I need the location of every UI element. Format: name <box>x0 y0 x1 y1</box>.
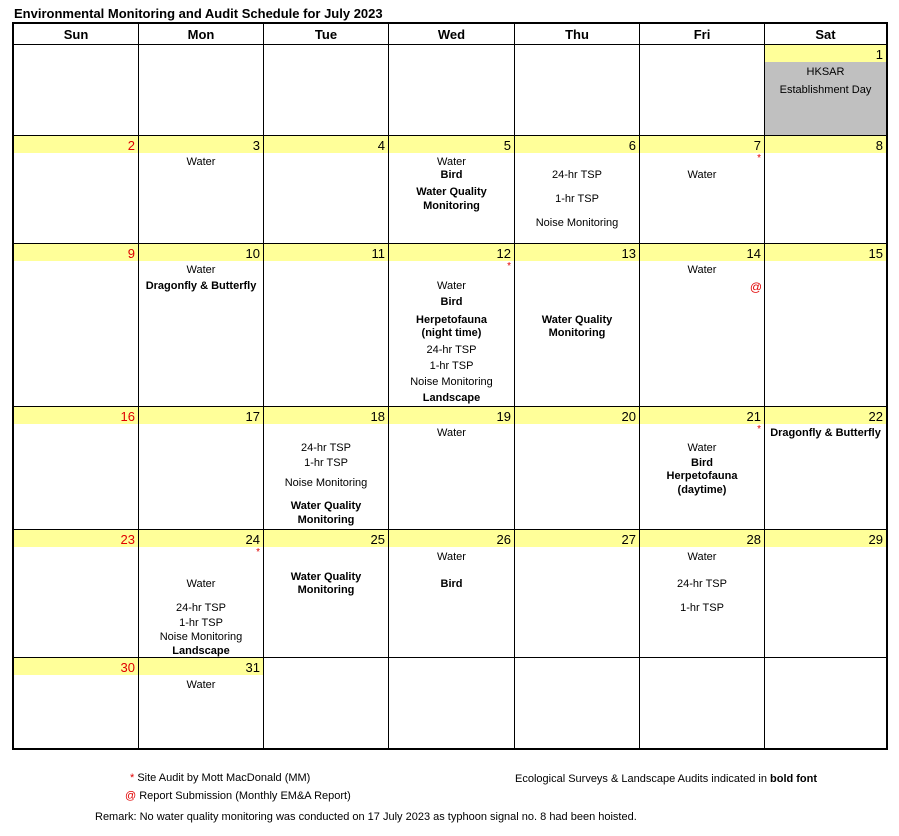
event-tsp24: 24-hr TSP <box>677 578 727 590</box>
event-water-quality: Monitoring <box>548 327 606 339</box>
day-cell-11 <box>264 244 389 407</box>
event-water: Water <box>186 156 216 168</box>
weekday-thu: Thu <box>515 24 640 44</box>
event-water-quality: Water Quality <box>290 571 362 583</box>
day-number: 4 <box>264 136 388 153</box>
event-water-quality: Monitoring <box>423 200 480 212</box>
day-number: 31 <box>139 658 263 675</box>
empty-cell <box>389 658 515 748</box>
day-cell-20 <box>515 407 640 530</box>
day-cell-27 <box>515 530 640 658</box>
event-water-quality: Water Quality <box>416 186 487 198</box>
event-tsp24: 24-hr TSP <box>552 169 602 181</box>
event-bird: Bird <box>691 457 713 469</box>
day-number: 19 <box>389 407 514 424</box>
event-bird: Bird <box>440 169 463 181</box>
site-audit-mark: * <box>757 153 761 164</box>
holiday-label: HKSAR <box>806 66 845 78</box>
empty-cell <box>515 658 640 748</box>
day-cell-2 <box>14 136 139 244</box>
day-cell-8 <box>765 136 886 244</box>
day-cell-30 <box>14 658 139 748</box>
page-title: Environmental Monitoring and Audit Schedule for July 2023 <box>14 6 383 21</box>
day-number: 1 <box>765 45 886 62</box>
day-number: 7 <box>640 136 764 153</box>
remark: Remark: No water quality monitoring was conducted on 17 July 2023 as typhoon signal no. 8 had been hoisted. <box>95 811 637 823</box>
day-cell-24 <box>139 530 264 658</box>
site-audit-mark: * <box>757 424 761 435</box>
event-water: Water <box>687 264 717 276</box>
site-audit-mark: * <box>256 547 260 558</box>
event-tsp1: 1-hr TSP <box>680 602 724 614</box>
legend-report <box>125 790 351 802</box>
day-number: 21 <box>640 407 764 424</box>
event-noise: Noise Monitoring <box>410 376 493 388</box>
event-water: Water <box>687 551 717 563</box>
day-number: 17 <box>139 407 263 424</box>
legend-text: Ecological Surveys & Landscape Audits indicated in <box>515 773 770 785</box>
day-cell-7 <box>640 136 765 244</box>
weekday-tue: Tue <box>264 24 389 44</box>
day-cell-22 <box>765 407 886 530</box>
event-water: Water <box>437 427 466 439</box>
event-bird: Bird <box>440 578 463 590</box>
event-water: Water <box>437 280 466 292</box>
event-herpetofauna: Herpetofauna <box>666 470 738 482</box>
holiday-shading <box>765 62 886 135</box>
weekday-mon: Mon <box>139 24 264 44</box>
event-landscape: Landscape <box>172 645 230 657</box>
event-water: Water <box>687 169 717 181</box>
legend-site-audit <box>130 772 310 784</box>
day-number: 30 <box>14 658 138 675</box>
day-number: 10 <box>139 244 263 261</box>
day-cell-28 <box>640 530 765 658</box>
empty-cell <box>264 658 389 748</box>
event-herpetofauna: Herpetofauna <box>416 314 487 326</box>
day-cell-26 <box>389 530 515 658</box>
empty-cell <box>640 658 765 748</box>
day-number: 14 <box>640 244 764 261</box>
day-number: 28 <box>640 530 764 547</box>
day-number: 5 <box>389 136 514 153</box>
day-cell-21 <box>640 407 765 530</box>
event-bird: Bird <box>440 296 463 308</box>
event-water: Water <box>186 578 216 590</box>
day-cell-31 <box>139 658 264 748</box>
empty-cell <box>389 45 515 136</box>
day-cell-9 <box>14 244 139 407</box>
day-number: 3 <box>139 136 263 153</box>
day-cell-4 <box>264 136 389 244</box>
day-cell-15 <box>765 244 886 407</box>
day-number: 15 <box>765 244 886 261</box>
day-number: 25 <box>264 530 388 547</box>
empty-cell <box>264 45 389 136</box>
legend-bold-text: bold font <box>770 773 818 785</box>
weekday-sun: Sun <box>14 24 139 44</box>
legend-text: Site Audit by Mott MacDonald (MM) <box>137 772 311 784</box>
day-number: 11 <box>264 244 388 261</box>
day-cell-14 <box>640 244 765 407</box>
day-cell-10 <box>139 244 264 407</box>
empty-cell <box>515 45 640 136</box>
site-audit-mark: * <box>507 261 511 272</box>
day-cell-13 <box>515 244 640 407</box>
event-noise: Noise Monitoring <box>535 217 619 229</box>
day-cell-16 <box>14 407 139 530</box>
event-water-quality: Monitoring <box>297 514 355 526</box>
event-water: Water <box>437 156 466 168</box>
event-tsp24: 24-hr TSP <box>176 602 226 614</box>
report-submission-mark: @ <box>749 280 762 294</box>
day-cell-1 <box>765 45 886 136</box>
weekday-header <box>14 24 886 45</box>
weekday-sat: Sat <box>815 27 836 42</box>
event-herpetofauna-time: (daytime) <box>677 484 727 496</box>
day-cell-12 <box>389 244 515 407</box>
event-water: Water <box>687 442 717 454</box>
day-cell-25 <box>264 530 389 658</box>
day-number: 26 <box>389 530 514 547</box>
day-number: 27 <box>515 530 639 547</box>
event-noise: Noise Monitoring <box>284 477 368 489</box>
event-tsp24: 24-hr TSP <box>301 442 351 454</box>
day-cell-19 <box>389 407 515 530</box>
day-number: 13 <box>515 244 639 261</box>
event-dragonfly-butterfly: Dragonfly & Butterfly <box>770 427 881 439</box>
event-water-quality: Water Quality <box>290 500 362 512</box>
day-number: 8 <box>765 136 886 153</box>
day-number: 12 <box>389 244 514 261</box>
event-tsp1: 1-hr TSP <box>304 457 348 469</box>
legend-text: Report Submission (Monthly EM&A Report) <box>139 790 351 802</box>
event-herpetofauna-time: (night time) <box>421 327 482 339</box>
day-cell-17 <box>139 407 264 530</box>
day-number: 2 <box>14 136 138 153</box>
event-water: Water <box>186 679 216 691</box>
day-cell-6 <box>515 136 640 244</box>
event-tsp1: 1-hr TSP <box>555 193 599 205</box>
empty-cell <box>14 45 139 136</box>
event-dragonfly-butterfly: Dragonfly & Butterfly <box>145 280 257 292</box>
day-number: 6 <box>515 136 639 153</box>
day-cell-18 <box>264 407 389 530</box>
empty-cell <box>765 658 886 748</box>
event-water: Water <box>437 551 466 563</box>
holiday-label: Establishment Day <box>779 84 872 96</box>
day-number: 24 <box>139 530 263 547</box>
event-water: Water <box>186 264 216 276</box>
weekday-wed: Wed <box>389 24 515 44</box>
day-cell-23 <box>14 530 139 658</box>
event-tsp1: 1-hr TSP <box>179 617 223 629</box>
empty-cell <box>640 45 765 136</box>
legend-ecology <box>515 773 817 785</box>
event-landscape: Landscape <box>422 392 481 404</box>
weekday-fri: Fri <box>640 24 765 44</box>
day-number: 9 <box>14 244 138 261</box>
day-number: 16 <box>14 407 138 424</box>
report-symbol: @ <box>125 790 137 802</box>
day-cell-5 <box>389 136 515 244</box>
event-noise: Noise Monitoring <box>159 631 243 643</box>
calendar-grid <box>12 22 888 750</box>
event-tsp24: 24-hr TSP <box>426 344 477 356</box>
day-cell-3 <box>139 136 264 244</box>
event-tsp1: 1-hr TSP <box>429 360 474 372</box>
event-water-quality: Water Quality <box>541 314 613 326</box>
day-number: 20 <box>515 407 639 424</box>
empty-cell <box>139 45 264 136</box>
site-audit-symbol: * <box>130 772 135 784</box>
day-number: 29 <box>765 530 886 547</box>
day-cell-29 <box>765 530 886 658</box>
day-number: 23 <box>14 530 138 547</box>
day-number: 22 <box>765 407 886 424</box>
day-number: 18 <box>264 407 388 424</box>
event-water-quality: Monitoring <box>297 584 355 596</box>
